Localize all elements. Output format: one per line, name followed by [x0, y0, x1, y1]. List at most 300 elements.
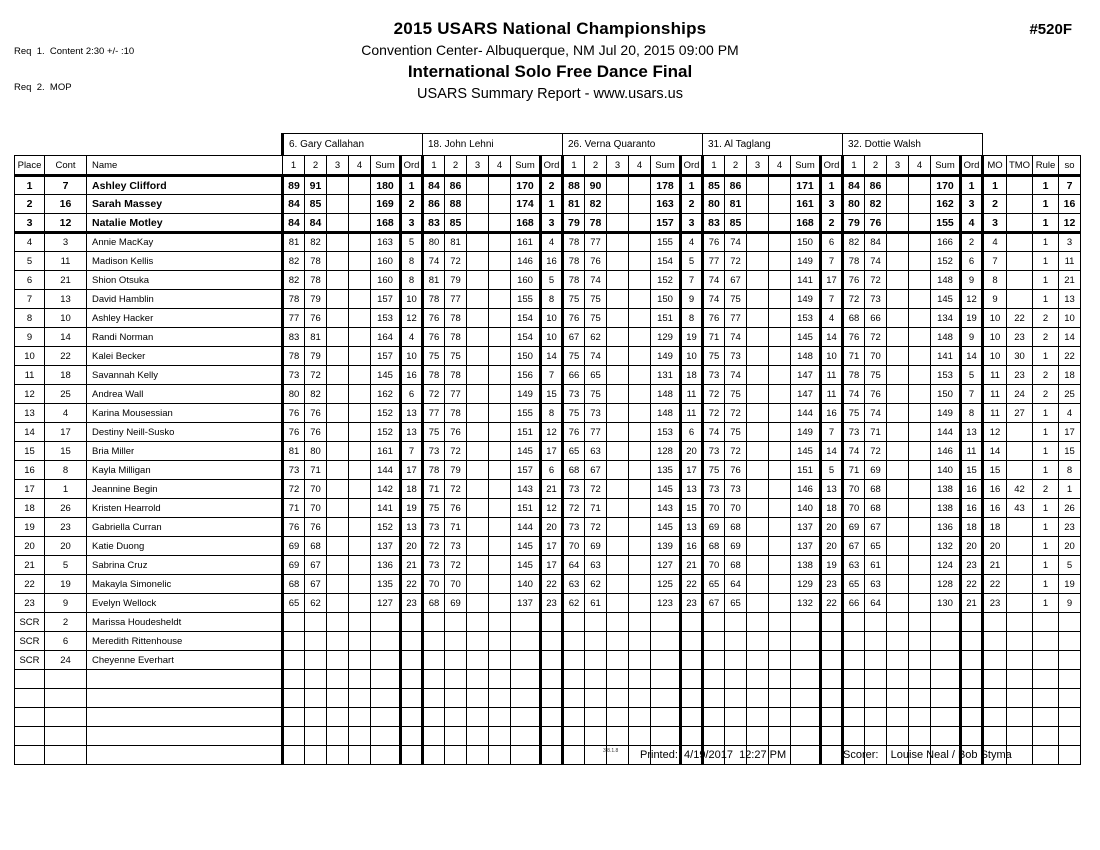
cell-j5-score4	[909, 423, 931, 442]
cell-j2-score2: 75	[445, 347, 467, 366]
competition-title: 2015 USARS National Championships	[393, 19, 707, 38]
cell-rule: 1	[1033, 290, 1059, 309]
cell-j2-score2: 76	[445, 499, 467, 518]
cell-j5-score1: 73	[843, 423, 865, 442]
cell-j4-score2: 81	[725, 195, 747, 214]
cell-place: 20	[15, 537, 45, 556]
table-row[interactable]	[15, 594, 1081, 613]
empty-cell	[1059, 708, 1081, 727]
empty-cell	[541, 727, 563, 746]
cell-tmo	[1007, 233, 1033, 252]
cell-rule: 2	[1033, 480, 1059, 499]
table-row[interactable]	[15, 651, 1081, 670]
cell-j1-score4	[349, 575, 371, 594]
cell-j2-score1	[423, 651, 445, 670]
cell-j3-score1: 75	[563, 404, 585, 423]
cell-j1-ord: 13	[401, 423, 423, 442]
empty-cell	[401, 746, 423, 765]
cell-j2-score1: 78	[423, 461, 445, 480]
empty-cell	[423, 670, 445, 689]
empty-cell	[769, 708, 791, 727]
table-row[interactable]	[15, 271, 1081, 290]
cell-tmo	[1007, 252, 1033, 271]
empty-cell	[1059, 689, 1081, 708]
empty-cell	[651, 708, 681, 727]
cell-tmo	[1007, 632, 1033, 651]
cell-j5-score1: 75	[843, 404, 865, 423]
cell-j3-score1: 75	[563, 347, 585, 366]
cell-j4-score3	[747, 442, 769, 461]
empty-cell	[1059, 727, 1081, 746]
cell-j3-score4	[629, 518, 651, 537]
cell-j3-score1: 70	[563, 537, 585, 556]
cell-j4-score1	[703, 651, 725, 670]
cell-j3-score1: 63	[563, 575, 585, 594]
cell-j2-sum: 170	[511, 176, 541, 195]
cell-j2-score4	[489, 404, 511, 423]
cell-j2-ord: 12	[541, 423, 563, 442]
cell-name: Kalei Becker	[87, 347, 283, 366]
cell-mo: 4	[983, 233, 1007, 252]
cell-j4-ord: 20	[821, 518, 843, 537]
empty-cell	[87, 689, 283, 708]
cell-j5-score4	[909, 195, 931, 214]
cell-j2-sum: 157	[511, 461, 541, 480]
table-row[interactable]	[15, 537, 1081, 556]
cell-place: 1	[15, 176, 45, 195]
version-text: 3.8.1.8	[603, 748, 619, 754]
empty-cell	[305, 708, 327, 727]
empty-cell	[511, 727, 541, 746]
cell-j1-score2: 82	[305, 385, 327, 404]
cell-j2-ord: 8	[541, 290, 563, 309]
cell-j2-score4	[489, 195, 511, 214]
empty-cell	[327, 689, 349, 708]
empty-cell	[467, 689, 489, 708]
cell-tmo	[1007, 518, 1033, 537]
empty-cell	[703, 727, 725, 746]
cell-j3-score3	[607, 480, 629, 499]
cell-j2-ord: 15	[541, 385, 563, 404]
cell-j4-score1: 73	[703, 442, 725, 461]
cell-so: 26	[1059, 499, 1081, 518]
cell-j2-score2: 71	[445, 518, 467, 537]
empty-cell	[467, 670, 489, 689]
empty-cell	[983, 670, 1007, 689]
cell-j2-score1: 77	[423, 404, 445, 423]
cell-j1-score1: 78	[283, 290, 305, 309]
cell-so	[1059, 632, 1081, 651]
cell-j5-sum: 138	[931, 499, 961, 518]
cell-j5-score4	[909, 290, 931, 309]
cell-j3-score1: 72	[563, 499, 585, 518]
cell-j5-score1: 74	[843, 442, 865, 461]
col-header-j5-s4: 4	[909, 156, 931, 176]
col-header-j3-s2: 2	[585, 156, 607, 176]
cell-cont: 23	[45, 518, 87, 537]
cell-j1-ord: 20	[401, 537, 423, 556]
table-row[interactable]	[15, 309, 1081, 328]
cell-j2-score1: 83	[423, 214, 445, 233]
cell-j3-score1: 65	[563, 442, 585, 461]
empty-cell	[791, 746, 821, 765]
cell-j5-score3	[887, 556, 909, 575]
cell-j5-ord: 8	[961, 404, 983, 423]
cell-j3-score1: 81	[563, 195, 585, 214]
cell-j4-score1: 72	[703, 404, 725, 423]
cell-j3-ord: 11	[681, 385, 703, 404]
cell-j2-score4	[489, 594, 511, 613]
banner-spacer-so	[1059, 134, 1081, 156]
cell-j2-score4	[489, 480, 511, 499]
empty-cell	[371, 708, 401, 727]
table-row[interactable]	[15, 632, 1081, 651]
cell-j1-ord: 23	[401, 594, 423, 613]
empty-cell	[541, 670, 563, 689]
banner-spacer-tmo	[1007, 134, 1033, 156]
cell-cont: 6	[45, 632, 87, 651]
table-row[interactable]	[15, 461, 1081, 480]
cell-j1-score4	[349, 556, 371, 575]
cell-rule: 2	[1033, 385, 1059, 404]
cell-j3-score2: 74	[585, 271, 607, 290]
table-row[interactable]	[15, 499, 1081, 518]
cell-j2-sum: 144	[511, 518, 541, 537]
col-header-j3-s1: 1	[563, 156, 585, 176]
cell-j1-ord: 16	[401, 366, 423, 385]
cell-j1-score4	[349, 537, 371, 556]
cell-j1-score1: 72	[283, 480, 305, 499]
cell-j3-sum: 150	[651, 290, 681, 309]
cell-j3-score4	[629, 613, 651, 632]
cell-j5-score1: 76	[843, 328, 865, 347]
cell-so: 5	[1059, 556, 1081, 575]
cell-j2-sum: 161	[511, 233, 541, 252]
cell-j5-score2: 63	[865, 575, 887, 594]
cell-j2-sum: 140	[511, 575, 541, 594]
cell-j3-score4	[629, 366, 651, 385]
col-header-j3-s3: 3	[607, 156, 629, 176]
cell-rule: 1	[1033, 518, 1059, 537]
cell-j2-score1	[423, 613, 445, 632]
cell-j4-score4	[769, 480, 791, 499]
cell-tmo: 23	[1007, 366, 1033, 385]
cell-j2-score4	[489, 252, 511, 271]
cell-j5-score1: 67	[843, 537, 865, 556]
cell-j4-score3	[747, 366, 769, 385]
table-row[interactable]	[15, 385, 1081, 404]
cell-j1-score1: 73	[283, 461, 305, 480]
cell-place: 16	[15, 461, 45, 480]
cell-j4-score2: 75	[725, 290, 747, 309]
cell-rule: 2	[1033, 328, 1059, 347]
cell-j4-ord: 10	[821, 347, 843, 366]
cell-j5-sum: 152	[931, 252, 961, 271]
empty-cell	[791, 670, 821, 689]
cell-j2-score4	[489, 271, 511, 290]
cell-j5-score1: 69	[843, 518, 865, 537]
cell-j1-ord: 8	[401, 271, 423, 290]
cell-j2-sum: 156	[511, 366, 541, 385]
cell-j3-ord: 18	[681, 366, 703, 385]
cell-j5-score3	[887, 195, 909, 214]
cell-j1-score3	[327, 499, 349, 518]
cell-j1-score1: 89	[283, 176, 305, 195]
cell-j5-score4	[909, 632, 931, 651]
cell-cont: 18	[45, 366, 87, 385]
cell-j4-score3	[747, 347, 769, 366]
cell-j4-score3	[747, 613, 769, 632]
empty-cell	[769, 727, 791, 746]
cell-j2-score2	[445, 632, 467, 651]
empty-cell	[423, 708, 445, 727]
cell-cont: 22	[45, 347, 87, 366]
cell-cont: 1	[45, 480, 87, 499]
cell-j5-sum: 138	[931, 480, 961, 499]
cell-j2-score1: 73	[423, 518, 445, 537]
cell-j4-score1: 68	[703, 537, 725, 556]
cell-j5-score1: 82	[843, 233, 865, 252]
cell-j3-ord: 13	[681, 480, 703, 499]
cell-j1-sum: 145	[371, 366, 401, 385]
table-row[interactable]	[15, 195, 1081, 214]
empty-cell	[821, 708, 843, 727]
cell-j2-score3	[467, 632, 489, 651]
cell-j5-sum: 136	[931, 518, 961, 537]
cell-j3-score2	[585, 632, 607, 651]
cell-j4-score4	[769, 613, 791, 632]
cell-j3-score2: 72	[585, 518, 607, 537]
empty-cell	[45, 670, 87, 689]
empty-cell	[349, 708, 371, 727]
cell-j3-score1	[563, 651, 585, 670]
cell-j3-ord: 10	[681, 347, 703, 366]
cell-rule: 2	[1033, 309, 1059, 328]
table-row[interactable]	[15, 233, 1081, 252]
cell-rule: 1	[1033, 575, 1059, 594]
judge-header-2: 18. John Lehni	[423, 134, 563, 156]
cell-j5-score3	[887, 404, 909, 423]
cell-j2-score3	[467, 613, 489, 632]
cell-cont: 19	[45, 575, 87, 594]
cell-j5-sum: 141	[931, 347, 961, 366]
cell-j4-score3	[747, 632, 769, 651]
cell-tmo: 43	[1007, 499, 1033, 518]
cell-name: Madison Kellis	[87, 252, 283, 271]
cell-j5-score1: 71	[843, 347, 865, 366]
table-row[interactable]	[15, 518, 1081, 537]
cell-j4-score4	[769, 651, 791, 670]
cell-tmo: 24	[1007, 385, 1033, 404]
cell-j1-score2: 70	[305, 499, 327, 518]
cell-rule: 1	[1033, 461, 1059, 480]
cell-j1-score1: 73	[283, 366, 305, 385]
cell-j2-score1: 80	[423, 233, 445, 252]
table-row[interactable]	[15, 366, 1081, 385]
table-row[interactable]	[15, 290, 1081, 309]
cell-j5-sum: 146	[931, 442, 961, 461]
cell-so: 4	[1059, 404, 1081, 423]
cell-j4-ord: 2	[821, 214, 843, 233]
cell-j5-score2	[865, 632, 887, 651]
cell-j4-score1: 74	[703, 271, 725, 290]
cell-j5-score1: 65	[843, 575, 865, 594]
table-row[interactable]	[15, 252, 1081, 271]
cell-cont: 10	[45, 309, 87, 328]
cell-j3-score3	[607, 290, 629, 309]
table-row[interactable]	[15, 575, 1081, 594]
cell-mo: 16	[983, 499, 1007, 518]
cell-j3-score2: 77	[585, 233, 607, 252]
empty-cell	[283, 708, 305, 727]
cell-j2-score2: 72	[445, 252, 467, 271]
cell-j3-score2: 67	[585, 461, 607, 480]
cell-j5-ord: 18	[961, 518, 983, 537]
cell-j3-score2: 72	[585, 480, 607, 499]
cell-j2-score4	[489, 537, 511, 556]
cell-j3-ord: 8	[681, 309, 703, 328]
empty-cell	[15, 708, 45, 727]
table-row[interactable]	[15, 347, 1081, 366]
cell-j1-score3	[327, 366, 349, 385]
cell-j4-score2	[725, 613, 747, 632]
cell-j4-score2: 77	[725, 309, 747, 328]
cell-j3-score2: 69	[585, 537, 607, 556]
cell-place: 4	[15, 233, 45, 252]
cell-j5-ord: 14	[961, 347, 983, 366]
cell-so: 20	[1059, 537, 1081, 556]
cell-j1-score1: 76	[283, 518, 305, 537]
cell-j2-score2: 78	[445, 309, 467, 328]
empty-cell	[489, 746, 511, 765]
table-row[interactable]	[15, 214, 1081, 233]
cell-j1-ord: 13	[401, 404, 423, 423]
cell-j2-sum: 174	[511, 195, 541, 214]
cell-j5-score3	[887, 385, 909, 404]
cell-j1-sum: 163	[371, 233, 401, 252]
cell-j2-sum: 149	[511, 385, 541, 404]
cell-j4-score3	[747, 271, 769, 290]
cell-j5-score2: 72	[865, 271, 887, 290]
cell-j3-sum: 123	[651, 594, 681, 613]
empty-cell	[349, 727, 371, 746]
cell-j4-score3	[747, 214, 769, 233]
cell-j2-ord: 17	[541, 537, 563, 556]
cell-j4-sum: 140	[791, 499, 821, 518]
cell-j2-score3	[467, 518, 489, 537]
cell-j3-score2: 90	[585, 176, 607, 195]
cell-j3-score3	[607, 309, 629, 328]
col-header-j1-ord: Ord	[401, 156, 423, 176]
cell-j5-score1: 84	[843, 176, 865, 195]
cell-j5-score3	[887, 309, 909, 328]
empty-cell	[983, 689, 1007, 708]
cell-j5-score4	[909, 537, 931, 556]
cell-j5-ord: 22	[961, 575, 983, 594]
table-row[interactable]	[15, 556, 1081, 575]
cell-place: 13	[15, 404, 45, 423]
cell-j1-score3	[327, 328, 349, 347]
cell-j4-score1: 70	[703, 556, 725, 575]
cell-j3-score4	[629, 176, 651, 195]
cell-j3-score4	[629, 632, 651, 651]
cell-j2-score3	[467, 423, 489, 442]
cell-tmo	[1007, 575, 1033, 594]
cell-mo: 21	[983, 556, 1007, 575]
cell-j1-score4	[349, 176, 371, 195]
table-row[interactable]	[15, 480, 1081, 499]
table-row[interactable]	[15, 404, 1081, 423]
cell-name: Ashley Clifford	[87, 176, 283, 195]
cell-so: 21	[1059, 271, 1081, 290]
cell-rule: 1	[1033, 423, 1059, 442]
cell-mo	[983, 632, 1007, 651]
cell-so	[1059, 651, 1081, 670]
empty-cell	[45, 689, 87, 708]
cell-j5-score3	[887, 518, 909, 537]
cell-j1-score2: 79	[305, 347, 327, 366]
empty-cell	[87, 746, 283, 765]
cell-j3-score2: 75	[585, 290, 607, 309]
table-row[interactable]	[15, 176, 1081, 195]
table-row[interactable]	[15, 442, 1081, 461]
table-row[interactable]	[15, 613, 1081, 632]
empty-cell	[401, 708, 423, 727]
cell-j3-sum	[651, 613, 681, 632]
cell-cont: 16	[45, 195, 87, 214]
cell-j4-score2: 70	[725, 499, 747, 518]
cell-j5-score2: 68	[865, 499, 887, 518]
cell-j5-sum: 144	[931, 423, 961, 442]
cell-j5-score1: 79	[843, 214, 865, 233]
cell-j4-score1: 72	[703, 385, 725, 404]
cell-j5-ord: 2	[961, 233, 983, 252]
cell-j3-ord: 20	[681, 442, 703, 461]
cell-j1-score3	[327, 347, 349, 366]
empty-cell	[445, 708, 467, 727]
cell-j2-sum: 151	[511, 423, 541, 442]
cell-j2-score2: 79	[445, 461, 467, 480]
cell-j5-score1: 78	[843, 252, 865, 271]
table-row[interactable]	[15, 423, 1081, 442]
cell-j3-ord	[681, 651, 703, 670]
cell-mo	[983, 651, 1007, 670]
empty-cell	[865, 727, 887, 746]
cell-j3-score1: 67	[563, 328, 585, 347]
cell-j1-score1	[283, 651, 305, 670]
cell-j1-ord: 10	[401, 290, 423, 309]
cell-j4-score3	[747, 651, 769, 670]
cell-j3-score4	[629, 214, 651, 233]
cell-j2-ord: 7	[541, 366, 563, 385]
cell-j2-score2: 79	[445, 271, 467, 290]
cell-j4-ord: 3	[821, 195, 843, 214]
col-header-j1-s1: 1	[283, 156, 305, 176]
cell-j3-sum: 153	[651, 423, 681, 442]
cell-j1-ord	[401, 613, 423, 632]
cell-j2-ord: 2	[541, 176, 563, 195]
cell-j4-ord	[821, 613, 843, 632]
cell-j5-ord: 19	[961, 309, 983, 328]
cell-j4-score2: 73	[725, 347, 747, 366]
empty-cell	[45, 708, 87, 727]
cell-j5-score1	[843, 613, 865, 632]
table-row[interactable]	[15, 328, 1081, 347]
cell-j2-score4	[489, 214, 511, 233]
cell-so: 7	[1059, 176, 1081, 195]
cell-tmo	[1007, 271, 1033, 290]
cell-j4-ord: 14	[821, 442, 843, 461]
